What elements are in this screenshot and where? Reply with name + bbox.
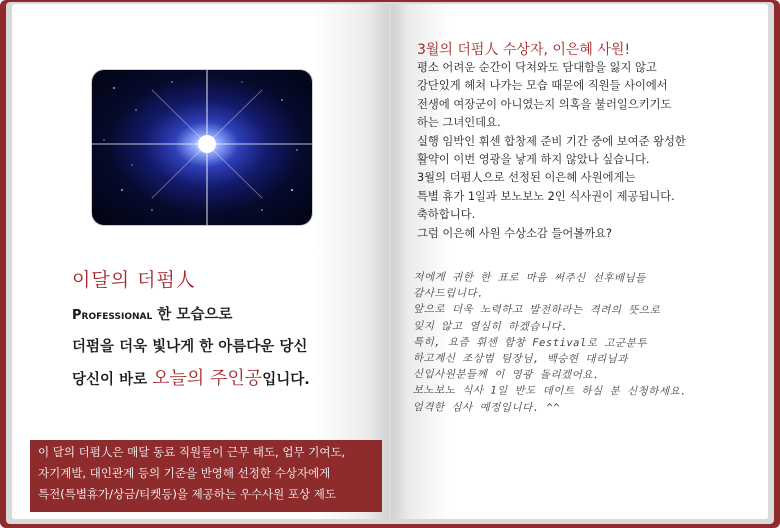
handwritten-line: 저에게 귀한 한 표로 마음 써주신 선후배님들	[413, 271, 646, 285]
story-line: 축하합니다.	[417, 208, 476, 222]
handwritten-line: 엄격한 심사 예정입니다. ^^	[412, 400, 561, 414]
story-line: 강단있게 헤쳐 나가는 모습 때문에 직원들 사이에서	[417, 79, 668, 93]
handwritten-line: 감사드립니다.	[413, 287, 484, 300]
winner-story	[417, 59, 686, 243]
handwritten-line: 하고계신 조상범 팀장님, 백승현 대리님과	[412, 352, 628, 366]
story-line: 특별 휴가 1일과 보노보노 2인 식사권이 제공됩니다.	[417, 189, 675, 203]
info-line: 특전(특별휴가/상금/티켓등)을 제공하는 우수사원 포상 제도	[38, 487, 336, 501]
award-description-box	[30, 440, 382, 512]
right-page	[391, 4, 768, 519]
story-line: 실행 임박인 휘센 합창제 준비 기간 중에 보여준 왕성한	[417, 134, 686, 148]
winner-headline: 3월의 더펌人 수상자, 이은혜 사원!	[417, 42, 631, 58]
tagline-line-3	[72, 364, 310, 390]
story-line: 하는 그녀인데요.	[417, 116, 501, 130]
tagline-line-1-rest: 한 모습으로	[152, 307, 233, 323]
info-line: 자기계발, 대인관계 등의 기준을 반영해 선정한 수상자에게	[38, 466, 331, 480]
info-line: 이 달의 더펌人은 매달 동료 직원들이 근무 태도, 업무 기여도,	[38, 445, 346, 459]
handwritten-line: 특히, 요즘 휘센 합창 Festival로 고군분투	[412, 336, 647, 350]
story-line: 전생에 여장군이 아니였는지 의혹을 불러일으키기도	[417, 97, 672, 111]
story-line: 3월의 더펌人으로 선정된 이은혜 사원에게는	[417, 171, 636, 185]
star-photo	[92, 70, 312, 225]
professional-word: Professional	[72, 308, 153, 323]
tagline-line-2: 더펌을 더욱 빛나게 한 아름다운 당신	[72, 339, 308, 355]
star-burst-image	[92, 70, 312, 225]
story-line: 활약이 이번 영광을 낳게 하지 않았나 싶습니다.	[417, 153, 650, 167]
handwritten-line: 잊지 않고 열심히 하겠습니다.	[413, 319, 569, 333]
tagline-line-3-end: 입니다.	[262, 372, 310, 388]
handwritten-acceptance-note	[413, 269, 688, 416]
handwritten-line: 신입사원분들께 이 영광 돌리겠어요.	[412, 368, 600, 382]
story-line: 평소 어려운 순간이 닥쳐와도 담대함을 잃지 않고	[417, 61, 657, 74]
handwritten-line: 보노보노 식사 1일 반도 데이트 하실 분 신청하세요.	[412, 384, 688, 399]
left-page	[12, 4, 389, 519]
handwritten-line: 앞으로 더욱 노력하고 발전하라는 격려의 뜻으로	[413, 303, 661, 317]
tagline-line-1	[72, 303, 232, 324]
tagline-highlight: 오늘의 주인공	[152, 368, 263, 389]
award-title: 이달의 더펌人	[72, 269, 196, 291]
story-line: 그럼 이은혜 사원 수상소감 들어볼까요?	[417, 226, 612, 240]
tagline-line-3-start: 당신이 바로	[72, 372, 153, 388]
